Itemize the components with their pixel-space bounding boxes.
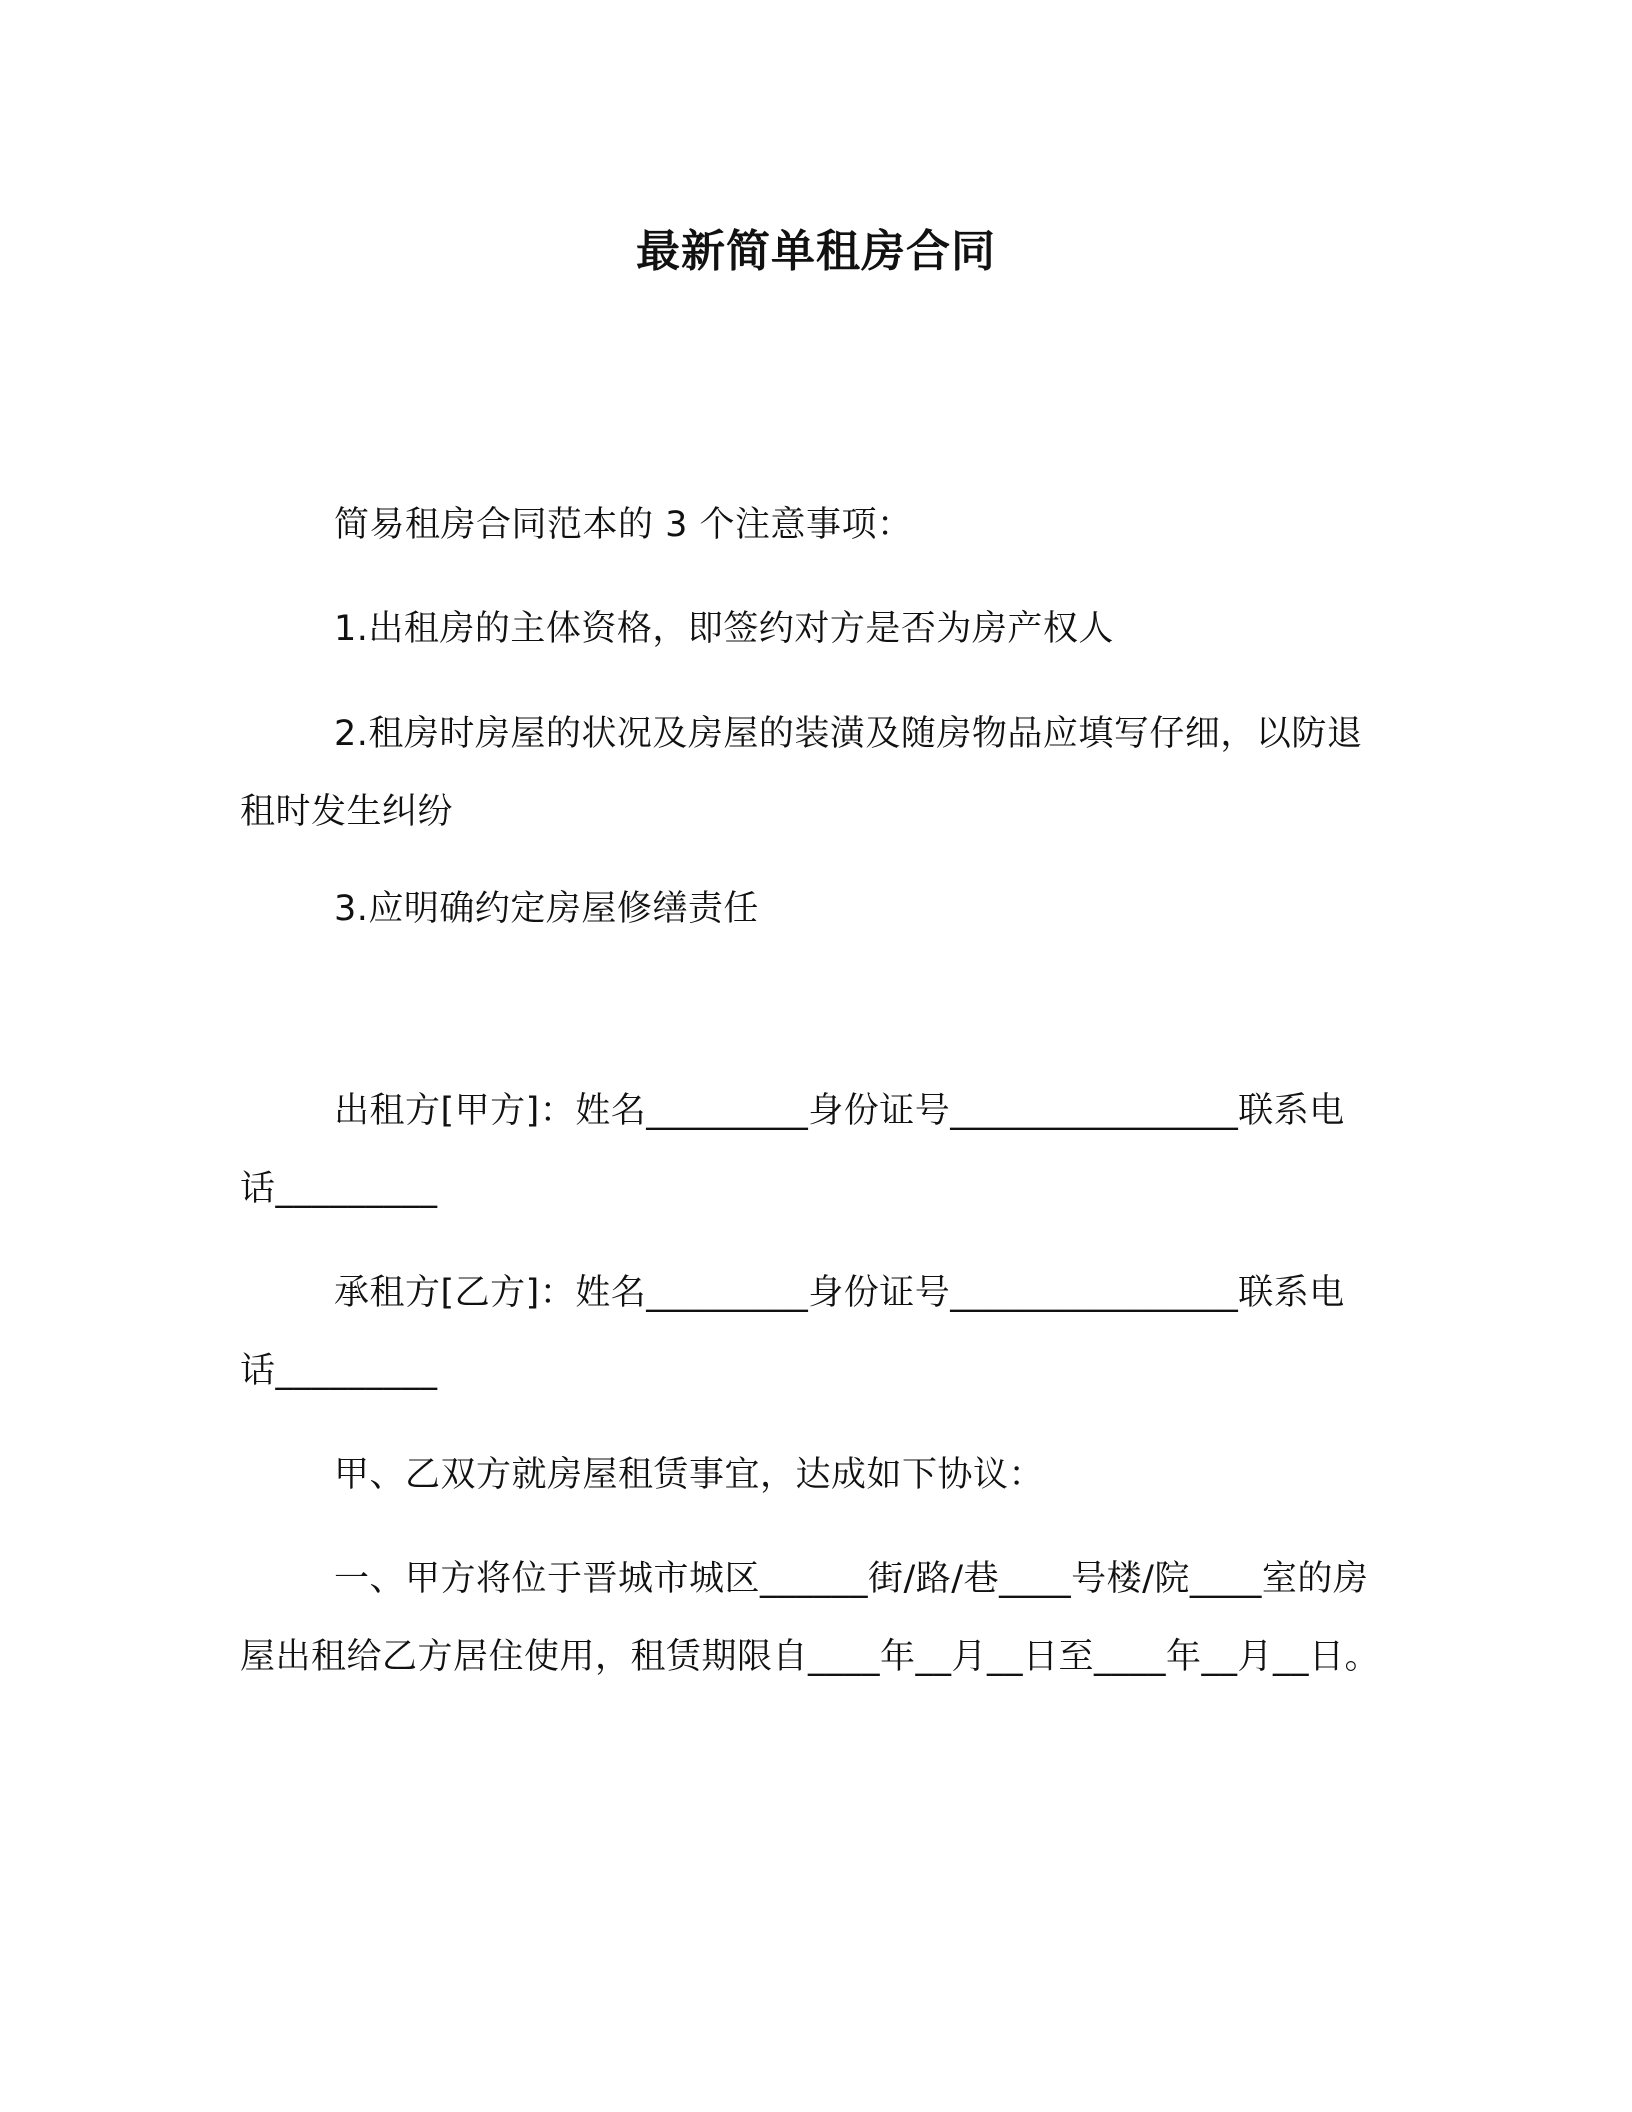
agreement-intro: 甲、乙双方就房屋租赁事宜，达成如下协议：: [334, 1455, 1045, 1495]
clause-1: 一、甲方将位于晋城市城区______街/路/巷____号楼/院____室的房屋出租给乙方居住使用，租赁期限自____年__月__日至____年__月__日。: [240, 1559, 1381, 1677]
notice-item-1: 1.出租房的主体资格，即签约对方是否为房产权人: [334, 609, 1114, 649]
lessee-info: 承租方[乙方]：姓名_________身份证号________________联系电话_________: [240, 1273, 1345, 1391]
notice-item-3: 3.应明确约定房屋修缮责任: [334, 889, 759, 929]
notice-heading: 简易租房合同范本的 3 个注意事项：: [334, 505, 913, 545]
notice-item-2: 2.租房时房屋的状况及房屋的装潢及随房物品应填写仔细，以防退租时发生纠纷: [240, 714, 1363, 832]
lessor-info: 出租方[甲方]：姓名_________身份证号________________联系电话_________: [240, 1091, 1345, 1209]
document-title: 最新简单租房合同: [636, 226, 996, 277]
